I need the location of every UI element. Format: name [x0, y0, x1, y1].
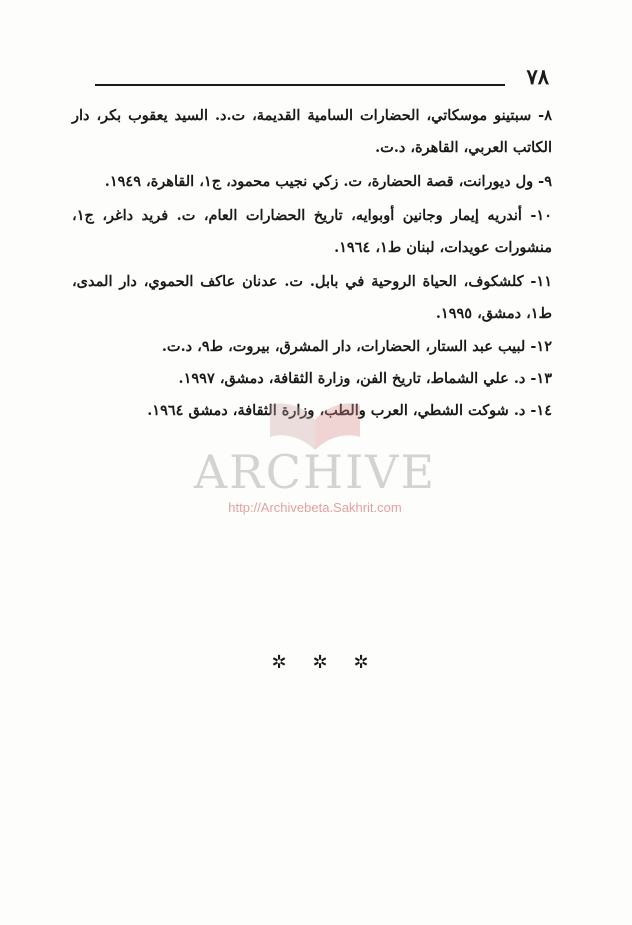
star-icon: ✲ [271, 652, 287, 673]
reference-item: ١٣- د. علي الشماط، تاريخ الفن، وزارة الثقافة، دمشق، ١٩٩٧. [178, 370, 552, 387]
watermark-url: http://Archivebeta.Sakhrit.com [228, 500, 402, 515]
star-icon: ✲ [312, 652, 328, 673]
reference-item: ٨- سبتينو موسكاتي، الحضارات السامية القديمة، ت.د. السيد يعقوب بكر، دار الكاتب العربي، القاهرة، د.ت. [72, 107, 552, 156]
reference-list [72, 100, 552, 428]
reference-item: ١١- كلشكوف، الحياة الروحية في بابل. ت. عدنان عاكف الحموي، دار المدى، ط١، دمشق، ١٩٩٥. [72, 273, 552, 322]
reference-item: ١٢- لبيب عبد الستار، الحضارات، دار المشرق، بيروت، ط٩، د.ت. [161, 338, 552, 355]
reference-item: ١٠- أندريه إيمار وجانين أوبوايه، تاريخ الحضارات العام، ت. فريد داغر، ج١، منشورات عويدات، لبنان ط١، ١٩٦٤. [72, 207, 552, 256]
header-rule [95, 84, 505, 86]
reference-item: ٩- ول ديورانت، قصة الحضارة، ت. زكي نجيب محمود، ج١، القاهرة، ١٩٤٩. [104, 173, 552, 190]
star-icon: ✲ [353, 652, 369, 673]
ornament-stars [270, 652, 370, 673]
watermark-text: ARCHIVE [193, 445, 437, 499]
reference-item: ١٤- د. شوكت الشطي، العرب والطب، وزارة الثقافة، دمشق ١٩٦٤. [147, 402, 552, 419]
page-number: ٧٨ [526, 64, 549, 89]
page-header [95, 64, 549, 104]
